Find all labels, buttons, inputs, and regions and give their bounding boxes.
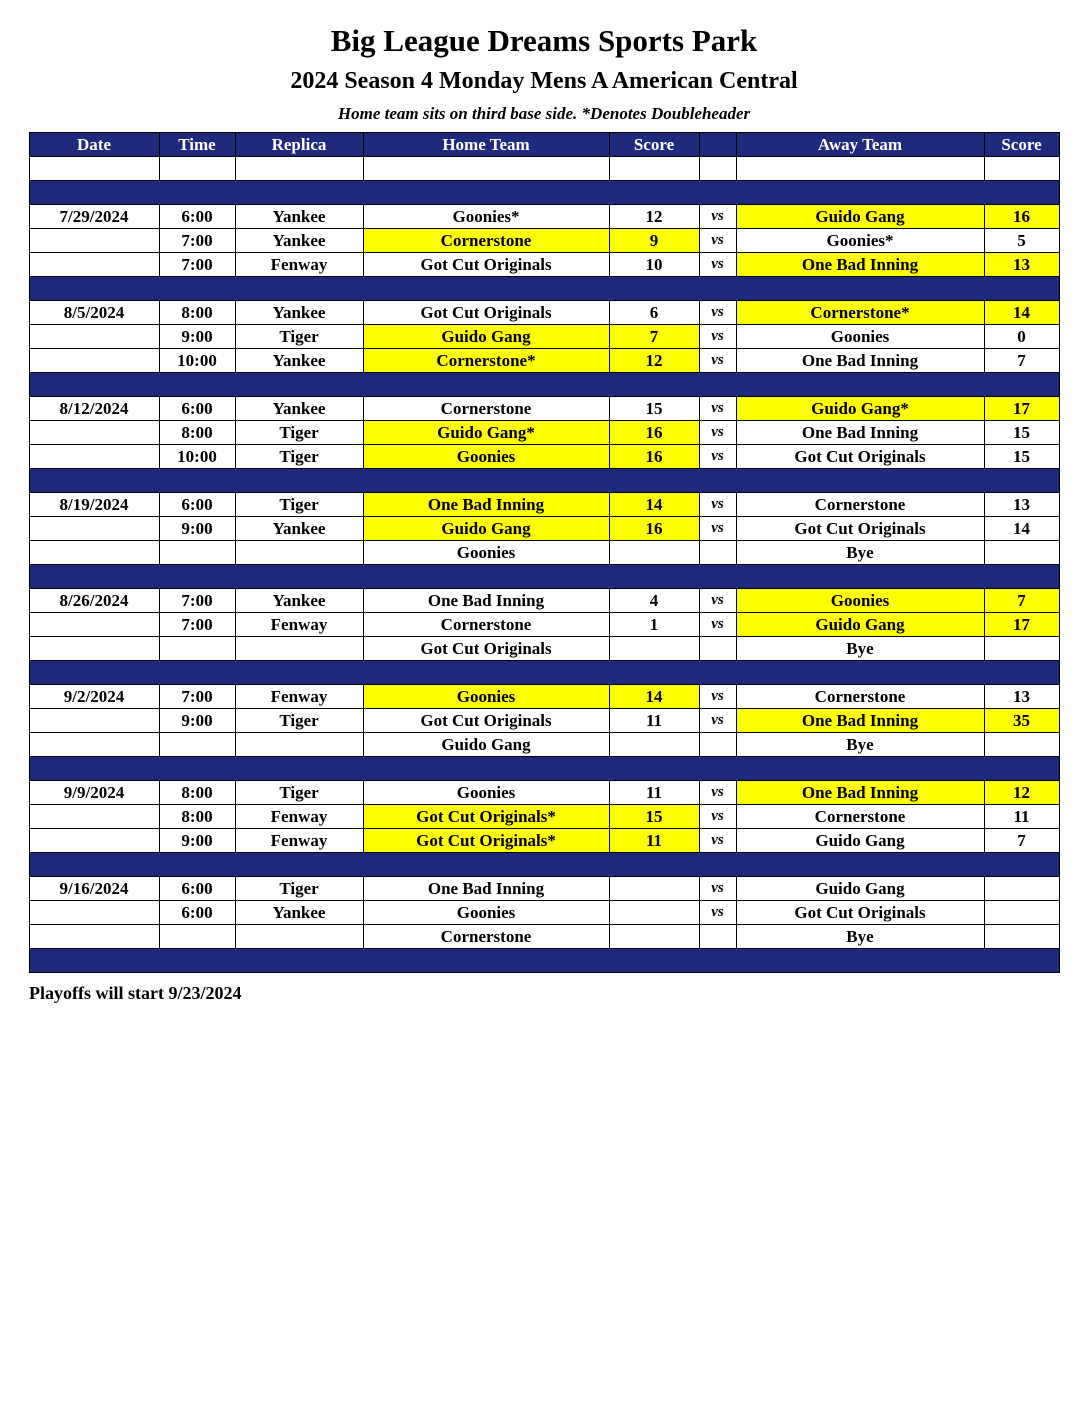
- home-team-cell: Cornerstone: [363, 925, 609, 949]
- vs-cell: vs: [699, 877, 736, 901]
- away-team-cell: Guido Gang: [736, 877, 984, 901]
- away-score-cell: 7: [984, 349, 1059, 373]
- separator-band: [29, 757, 1059, 781]
- replica-cell: [235, 157, 363, 181]
- away-score-cell: 14: [984, 517, 1059, 541]
- game-row: [29, 517, 1059, 541]
- away-score-cell: 13: [984, 493, 1059, 517]
- bye-row: [29, 637, 1059, 661]
- header-row: [29, 133, 1059, 157]
- home-team-cell: Cornerstone: [363, 613, 609, 637]
- away-score-cell: [984, 925, 1059, 949]
- home-team-cell: Got Cut Originals: [363, 637, 609, 661]
- vs-cell: vs: [699, 421, 736, 445]
- vs-cell: vs: [699, 349, 736, 373]
- game-row: [29, 301, 1059, 325]
- vs-cell: vs: [699, 253, 736, 277]
- home-score-cell: 4: [609, 589, 699, 613]
- replica-cell: Yankee: [235, 349, 363, 373]
- away-team-cell: Guido Gang: [736, 205, 984, 229]
- replica-cell: Fenway: [235, 829, 363, 853]
- away-score-cell: [984, 637, 1059, 661]
- date-cell: [29, 157, 159, 181]
- vs-cell: vs: [699, 397, 736, 421]
- separator-row: [29, 661, 1059, 685]
- time-cell: 9:00: [159, 829, 235, 853]
- replica-cell: Yankee: [235, 229, 363, 253]
- separator-row: [29, 469, 1059, 493]
- away-score-cell: 35: [984, 709, 1059, 733]
- away-score-cell: 13: [984, 685, 1059, 709]
- away-team-cell: Guido Gang*: [736, 397, 984, 421]
- separator-band: [29, 661, 1059, 685]
- home-team-cell: [363, 157, 609, 181]
- away-team-cell: Goonies: [736, 589, 984, 613]
- date-cell: 7/29/2024: [29, 205, 159, 229]
- footer-note: Playoffs will start 9/23/2024: [29, 983, 242, 1003]
- separator-band: [29, 373, 1059, 397]
- away-score-cell: 7: [984, 589, 1059, 613]
- time-cell: 6:00: [159, 901, 235, 925]
- away-team-cell: Got Cut Originals: [736, 445, 984, 469]
- date-cell: [29, 805, 159, 829]
- home-team-cell: Guido Gang: [363, 733, 609, 757]
- home-score-cell: 16: [609, 445, 699, 469]
- time-cell: 6:00: [159, 877, 235, 901]
- replica-cell: Yankee: [235, 901, 363, 925]
- game-row: [29, 829, 1059, 853]
- home-team-cell: Goonies: [363, 685, 609, 709]
- separator-row: [29, 277, 1059, 301]
- separator-row: [29, 373, 1059, 397]
- time-cell: 10:00: [159, 349, 235, 373]
- away-team-cell: One Bad Inning: [736, 421, 984, 445]
- time-cell: 6:00: [159, 493, 235, 517]
- away-score-cell: [984, 541, 1059, 565]
- date-cell: 8/5/2024: [29, 301, 159, 325]
- time-cell: 7:00: [159, 229, 235, 253]
- separator-row: [29, 181, 1059, 205]
- replica-cell: Fenway: [235, 253, 363, 277]
- home-team-cell: Got Cut Originals: [363, 709, 609, 733]
- home-team-cell: Got Cut Originals*: [363, 829, 609, 853]
- replica-cell: Fenway: [235, 685, 363, 709]
- game-row: [29, 781, 1059, 805]
- bye-row: [29, 733, 1059, 757]
- away-team-cell: Got Cut Originals: [736, 901, 984, 925]
- replica-cell: [235, 637, 363, 661]
- home-score-cell: 11: [609, 781, 699, 805]
- away-team-cell: One Bad Inning: [736, 781, 984, 805]
- vs-cell: [699, 637, 736, 661]
- column-header-time: Time: [159, 133, 235, 157]
- home-team-cell: Goonies*: [363, 205, 609, 229]
- separator-row: [29, 949, 1059, 973]
- game-row: [29, 397, 1059, 421]
- date-cell: 8/12/2024: [29, 397, 159, 421]
- replica-cell: Tiger: [235, 421, 363, 445]
- vs-cell: vs: [699, 301, 736, 325]
- vs-cell: [699, 733, 736, 757]
- game-row: [29, 805, 1059, 829]
- date-cell: [29, 829, 159, 853]
- home-score-cell: 9: [609, 229, 699, 253]
- home-team-cell: Guido Gang*: [363, 421, 609, 445]
- date-cell: [29, 637, 159, 661]
- date-cell: 8/19/2024: [29, 493, 159, 517]
- away-score-cell: 0: [984, 325, 1059, 349]
- home-team-cell: Got Cut Originals: [363, 253, 609, 277]
- date-cell: [29, 421, 159, 445]
- home-score-cell: 1: [609, 613, 699, 637]
- home-score-cell: 7: [609, 325, 699, 349]
- page-title: Big League Dreams Sports Park: [330, 23, 758, 58]
- home-score-cell: 16: [609, 421, 699, 445]
- replica-cell: Yankee: [235, 205, 363, 229]
- home-team-cell: Goonies: [363, 445, 609, 469]
- away-score-cell: 14: [984, 301, 1059, 325]
- column-header-vs: [699, 133, 736, 157]
- away-team-cell: Cornerstone: [736, 493, 984, 517]
- date-cell: 9/16/2024: [29, 877, 159, 901]
- away-team-cell: Bye: [736, 541, 984, 565]
- away-score-cell: 15: [984, 445, 1059, 469]
- home-team-cell: One Bad Inning: [363, 877, 609, 901]
- column-header-date: Date: [29, 133, 159, 157]
- vs-cell: vs: [699, 589, 736, 613]
- away-team-cell: Got Cut Originals: [736, 517, 984, 541]
- bye-row: [29, 925, 1059, 949]
- time-cell: 8:00: [159, 781, 235, 805]
- date-cell: 9/9/2024: [29, 781, 159, 805]
- home-team-cell: Guido Gang: [363, 325, 609, 349]
- replica-cell: Tiger: [235, 781, 363, 805]
- home-team-cell: Cornerstone: [363, 229, 609, 253]
- away-score-cell: 13: [984, 253, 1059, 277]
- home-score-cell: 12: [609, 349, 699, 373]
- time-cell: 10:00: [159, 445, 235, 469]
- vs-cell: [699, 925, 736, 949]
- schedule-table: [29, 132, 1060, 973]
- home-team-cell: Got Cut Originals: [363, 301, 609, 325]
- game-row: [29, 325, 1059, 349]
- replica-cell: Yankee: [235, 301, 363, 325]
- away-score-cell: [984, 901, 1059, 925]
- replica-cell: Tiger: [235, 493, 363, 517]
- away-score-cell: [984, 157, 1059, 181]
- replica-cell: Tiger: [235, 325, 363, 349]
- away-score-cell: 15: [984, 421, 1059, 445]
- vs-cell: [699, 541, 736, 565]
- home-score-cell: 16: [609, 517, 699, 541]
- home-score-cell: 15: [609, 805, 699, 829]
- date-cell: [29, 445, 159, 469]
- home-team-cell: Cornerstone*: [363, 349, 609, 373]
- time-cell: 9:00: [159, 709, 235, 733]
- away-score-cell: 16: [984, 205, 1059, 229]
- separator-row: [29, 757, 1059, 781]
- date-cell: [29, 901, 159, 925]
- replica-cell: Fenway: [235, 613, 363, 637]
- home-score-cell: [609, 901, 699, 925]
- replica-cell: Tiger: [235, 709, 363, 733]
- time-cell: [159, 925, 235, 949]
- away-team-cell: Bye: [736, 733, 984, 757]
- date-cell: [29, 349, 159, 373]
- away-team-cell: [736, 157, 984, 181]
- date-cell: [29, 613, 159, 637]
- away-team-cell: Guido Gang: [736, 829, 984, 853]
- home-team-cell: Got Cut Originals*: [363, 805, 609, 829]
- replica-cell: Fenway: [235, 805, 363, 829]
- away-team-cell: Bye: [736, 925, 984, 949]
- time-cell: [159, 541, 235, 565]
- vs-cell: vs: [699, 325, 736, 349]
- column-header-score: Score: [609, 133, 699, 157]
- date-cell: 8/26/2024: [29, 589, 159, 613]
- away-score-cell: 17: [984, 613, 1059, 637]
- time-cell: 8:00: [159, 805, 235, 829]
- page-subtitle: 2024 Season 4 Monday Mens A American Central: [290, 68, 798, 94]
- away-score-cell: 11: [984, 805, 1059, 829]
- vs-cell: vs: [699, 781, 736, 805]
- date-cell: [29, 925, 159, 949]
- date-cell: [29, 229, 159, 253]
- replica-cell: [235, 541, 363, 565]
- time-cell: 7:00: [159, 589, 235, 613]
- game-row: [29, 493, 1059, 517]
- home-score-cell: [609, 157, 699, 181]
- vs-cell: vs: [699, 613, 736, 637]
- date-cell: [29, 325, 159, 349]
- home-team-cell: Goonies: [363, 901, 609, 925]
- time-cell: [159, 637, 235, 661]
- game-row: [29, 901, 1059, 925]
- time-cell: 9:00: [159, 517, 235, 541]
- replica-cell: Yankee: [235, 589, 363, 613]
- away-team-cell: One Bad Inning: [736, 709, 984, 733]
- time-cell: 7:00: [159, 685, 235, 709]
- vs-cell: vs: [699, 829, 736, 853]
- home-score-cell: 6: [609, 301, 699, 325]
- home-score-cell: 15: [609, 397, 699, 421]
- date-cell: [29, 733, 159, 757]
- away-team-cell: Cornerstone*: [736, 301, 984, 325]
- separator-band: [29, 949, 1059, 973]
- home-score-cell: [609, 541, 699, 565]
- home-team-cell: Cornerstone: [363, 397, 609, 421]
- home-score-cell: [609, 637, 699, 661]
- vs-cell: vs: [699, 517, 736, 541]
- column-header-away-team: Away Team: [736, 133, 984, 157]
- vs-cell: vs: [699, 205, 736, 229]
- away-team-cell: Goonies: [736, 325, 984, 349]
- away-score-cell: 7: [984, 829, 1059, 853]
- time-cell: 6:00: [159, 397, 235, 421]
- game-row: [29, 709, 1059, 733]
- game-row: [29, 445, 1059, 469]
- time-cell: 6:00: [159, 205, 235, 229]
- time-cell: 7:00: [159, 253, 235, 277]
- game-row: [29, 589, 1059, 613]
- home-team-cell: Goonies: [363, 541, 609, 565]
- away-team-cell: Cornerstone: [736, 685, 984, 709]
- vs-cell: vs: [699, 805, 736, 829]
- away-score-cell: [984, 877, 1059, 901]
- game-row: [29, 613, 1059, 637]
- home-score-cell: [609, 925, 699, 949]
- empty-row: [29, 157, 1059, 181]
- away-team-cell: Bye: [736, 637, 984, 661]
- game-row: [29, 685, 1059, 709]
- away-team-cell: One Bad Inning: [736, 349, 984, 373]
- game-row: [29, 877, 1059, 901]
- home-score-cell: 12: [609, 205, 699, 229]
- away-team-cell: Cornerstone: [736, 805, 984, 829]
- home-score-cell: [609, 877, 699, 901]
- home-team-cell: Guido Gang: [363, 517, 609, 541]
- time-cell: 7:00: [159, 613, 235, 637]
- time-cell: 8:00: [159, 301, 235, 325]
- separator-band: [29, 469, 1059, 493]
- time-cell: 8:00: [159, 421, 235, 445]
- column-header-replica: Replica: [235, 133, 363, 157]
- replica-cell: Yankee: [235, 397, 363, 421]
- away-team-cell: Goonies*: [736, 229, 984, 253]
- home-team-cell: One Bad Inning: [363, 589, 609, 613]
- away-team-cell: One Bad Inning: [736, 253, 984, 277]
- separator-band: [29, 181, 1059, 205]
- away-score-cell: 5: [984, 229, 1059, 253]
- replica-cell: [235, 925, 363, 949]
- bye-row: [29, 541, 1059, 565]
- home-score-cell: 14: [609, 493, 699, 517]
- date-cell: [29, 253, 159, 277]
- separator-band: [29, 853, 1059, 877]
- page-note: Home team sits on third base side. *Denotes Doubleheader: [337, 104, 751, 123]
- replica-cell: Yankee: [235, 517, 363, 541]
- separator-band: [29, 277, 1059, 301]
- away-score-cell: 17: [984, 397, 1059, 421]
- time-cell: [159, 157, 235, 181]
- home-score-cell: 10: [609, 253, 699, 277]
- column-header-home-team: Home Team: [363, 133, 609, 157]
- game-row: [29, 349, 1059, 373]
- time-cell: [159, 733, 235, 757]
- date-cell: [29, 541, 159, 565]
- game-row: [29, 253, 1059, 277]
- vs-cell: vs: [699, 229, 736, 253]
- vs-cell: [699, 157, 736, 181]
- away-score-cell: [984, 733, 1059, 757]
- column-header-score: Score: [984, 133, 1059, 157]
- game-row: [29, 205, 1059, 229]
- vs-cell: vs: [699, 493, 736, 517]
- home-score-cell: 11: [609, 829, 699, 853]
- date-cell: [29, 709, 159, 733]
- replica-cell: Tiger: [235, 445, 363, 469]
- separator-row: [29, 853, 1059, 877]
- away-score-cell: 12: [984, 781, 1059, 805]
- game-row: [29, 421, 1059, 445]
- date-cell: 9/2/2024: [29, 685, 159, 709]
- vs-cell: vs: [699, 445, 736, 469]
- home-team-cell: One Bad Inning: [363, 493, 609, 517]
- vs-cell: vs: [699, 685, 736, 709]
- game-row: [29, 229, 1059, 253]
- replica-cell: Tiger: [235, 877, 363, 901]
- schedule-body: [29, 157, 1059, 973]
- replica-cell: [235, 733, 363, 757]
- date-cell: [29, 517, 159, 541]
- away-team-cell: Guido Gang: [736, 613, 984, 637]
- vs-cell: vs: [699, 709, 736, 733]
- home-score-cell: [609, 733, 699, 757]
- vs-cell: vs: [699, 901, 736, 925]
- separator-row: [29, 565, 1059, 589]
- home-score-cell: 14: [609, 685, 699, 709]
- separator-band: [29, 565, 1059, 589]
- home-team-cell: Goonies: [363, 781, 609, 805]
- time-cell: 9:00: [159, 325, 235, 349]
- home-score-cell: 11: [609, 709, 699, 733]
